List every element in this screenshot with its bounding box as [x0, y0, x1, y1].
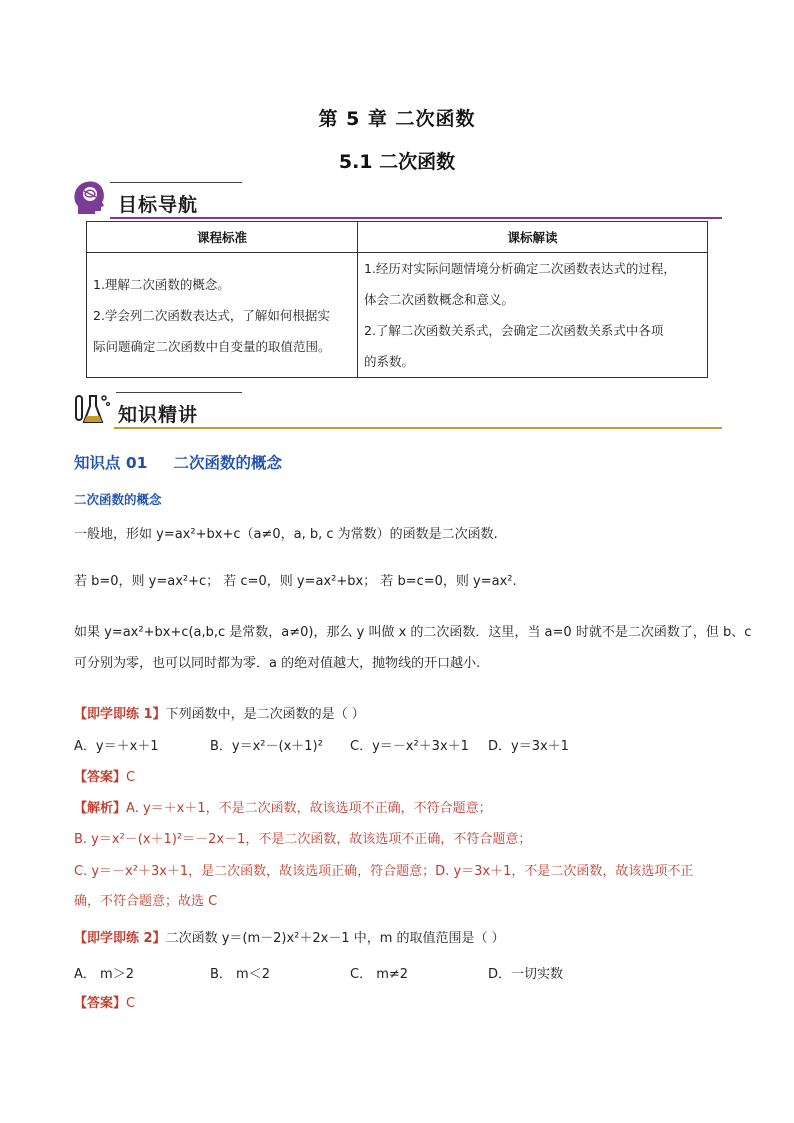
practice1-analysis-text: A. y＝＋x＋1，不是二次函数，故该选项不正确，不符合题意；: [126, 801, 492, 816]
practice1-answer-value: C: [126, 770, 136, 785]
knowledge-banner-title: 知识精讲: [118, 404, 199, 426]
practice1-question: [74, 703, 365, 722]
section-title: 5.1 二次函数: [338, 151, 456, 173]
concept-heading: 二次函数的概念: [74, 492, 162, 507]
knowledge-banner-rule: [114, 427, 722, 429]
standards-col2-line: 1.经历对实际问题情境分析确定二次函数表达式的过程，: [364, 261, 676, 276]
practice1-option-b: B．y＝x²－(x＋1)²: [210, 739, 323, 754]
practice1-answer: [74, 766, 135, 785]
explanation-line-2: 可分别为零，也可以同时都为零．a 的绝对值越大，抛物线的开口越小.: [74, 656, 481, 671]
definition-paragraph: 一般地，形如 y=ax²+bx+c（a≠0，a, b, c 为常数）的函数是二次函数.: [74, 527, 498, 542]
standards-col2-cell: [358, 253, 708, 378]
standards-table: [86, 221, 708, 378]
practice1-question-text: 下列函数中，是二次函数的是（ ）: [165, 707, 365, 722]
standards-col2-header: 课标解读: [358, 222, 708, 253]
head-brain-icon: [72, 178, 108, 218]
practice1-option-d: D．y＝3x＋1: [488, 739, 569, 754]
standards-col2-line: 2.了解二次函数关系式，会确定二次函数关系式中各项: [364, 323, 664, 338]
standards-col1-line: 际问题确定二次函数中自变量的取值范围。: [93, 338, 331, 354]
special-cases-paragraph: 若 b=0，则 y=ax²+c； 若 c=0，则 y=ax²+bx； 若 b=c=0，则 y=ax².: [74, 574, 517, 589]
standards-col1-header: 课程标准: [87, 222, 358, 253]
chapter-title: 第 5 章 二次函数: [318, 108, 476, 130]
practice1-analysis-line: C. y＝－x²＋3x＋1，是二次函数，故该选项正确，符合题意；D. y＝3x＋1，不是二次函数，故该选项不正: [74, 864, 694, 879]
standards-col1-line: 1.理解二次函数的概念。: [93, 276, 230, 292]
standards-col2-line: 的系数。: [364, 354, 415, 369]
lab-flask-icon: [72, 390, 112, 428]
practice1-analysis-line: [74, 797, 492, 816]
explanation-line-1: 如果 y=ax²+bx+c(a,b,c 是常数，a≠0)，那么 y 叫做 x 的二次函数．这里，当 a=0 时就不是二次函数了，但 b、c: [74, 625, 752, 640]
knowledge-banner: [72, 388, 722, 432]
practice2-question-text: 二次函数 y＝(m－2)x²＋2x－1 中，m 的取值范围是（ ）: [165, 931, 505, 946]
goal-banner-title: 目标导航: [118, 194, 199, 216]
practice2-answer: [74, 992, 135, 1011]
practice1-option-c: C．y＝－x²＋3x＋1: [350, 739, 469, 754]
standards-col1-cell: [87, 253, 358, 378]
knowledge-point-label: 知识点 01: [74, 454, 148, 472]
goal-banner: [72, 178, 722, 222]
practice2-options: [74, 963, 563, 982]
practice2-answer-tag: 【答案】: [74, 996, 127, 1011]
practice1-analysis-tag: 【解析】: [74, 801, 127, 816]
knowledge-point-title: 二次函数的概念: [173, 454, 282, 472]
knowledge-point-heading: [74, 451, 282, 473]
practice2-option-a: A． m＞2: [74, 967, 134, 982]
practice2-question: [74, 927, 505, 946]
practice1-options: [74, 735, 569, 754]
practice1-answer-tag: 【答案】: [74, 770, 127, 785]
practice1-analysis-line: 确，不符合题意；故选 C: [74, 894, 218, 909]
standards-col1-line: 2.学会列二次函数表达式，了解如何根据实: [93, 307, 330, 323]
goal-banner-rule: [110, 217, 722, 219]
practice1-option-a: A．y＝＋x＋1: [74, 739, 159, 754]
knowledge-top-line: [116, 392, 242, 393]
practice1-analysis-line: B. y＝x²－(x＋1)²＝－2x－1，不是二次函数，故该选项不正确，不符合题意；: [74, 832, 532, 847]
practice2-answer-value: C: [126, 996, 136, 1011]
practice2-option-b: B． m＜2: [210, 967, 270, 982]
standards-col2-line: 体会二次函数概念和意义。: [364, 292, 515, 307]
practice2-tag: 【即学即练 2】: [74, 931, 166, 946]
practice2-option-d: D．一切实数: [488, 967, 564, 982]
goal-top-line: [110, 182, 242, 183]
practice2-option-c: C． m≠2: [350, 967, 409, 982]
practice1-tag: 【即学即练 1】: [74, 707, 166, 722]
